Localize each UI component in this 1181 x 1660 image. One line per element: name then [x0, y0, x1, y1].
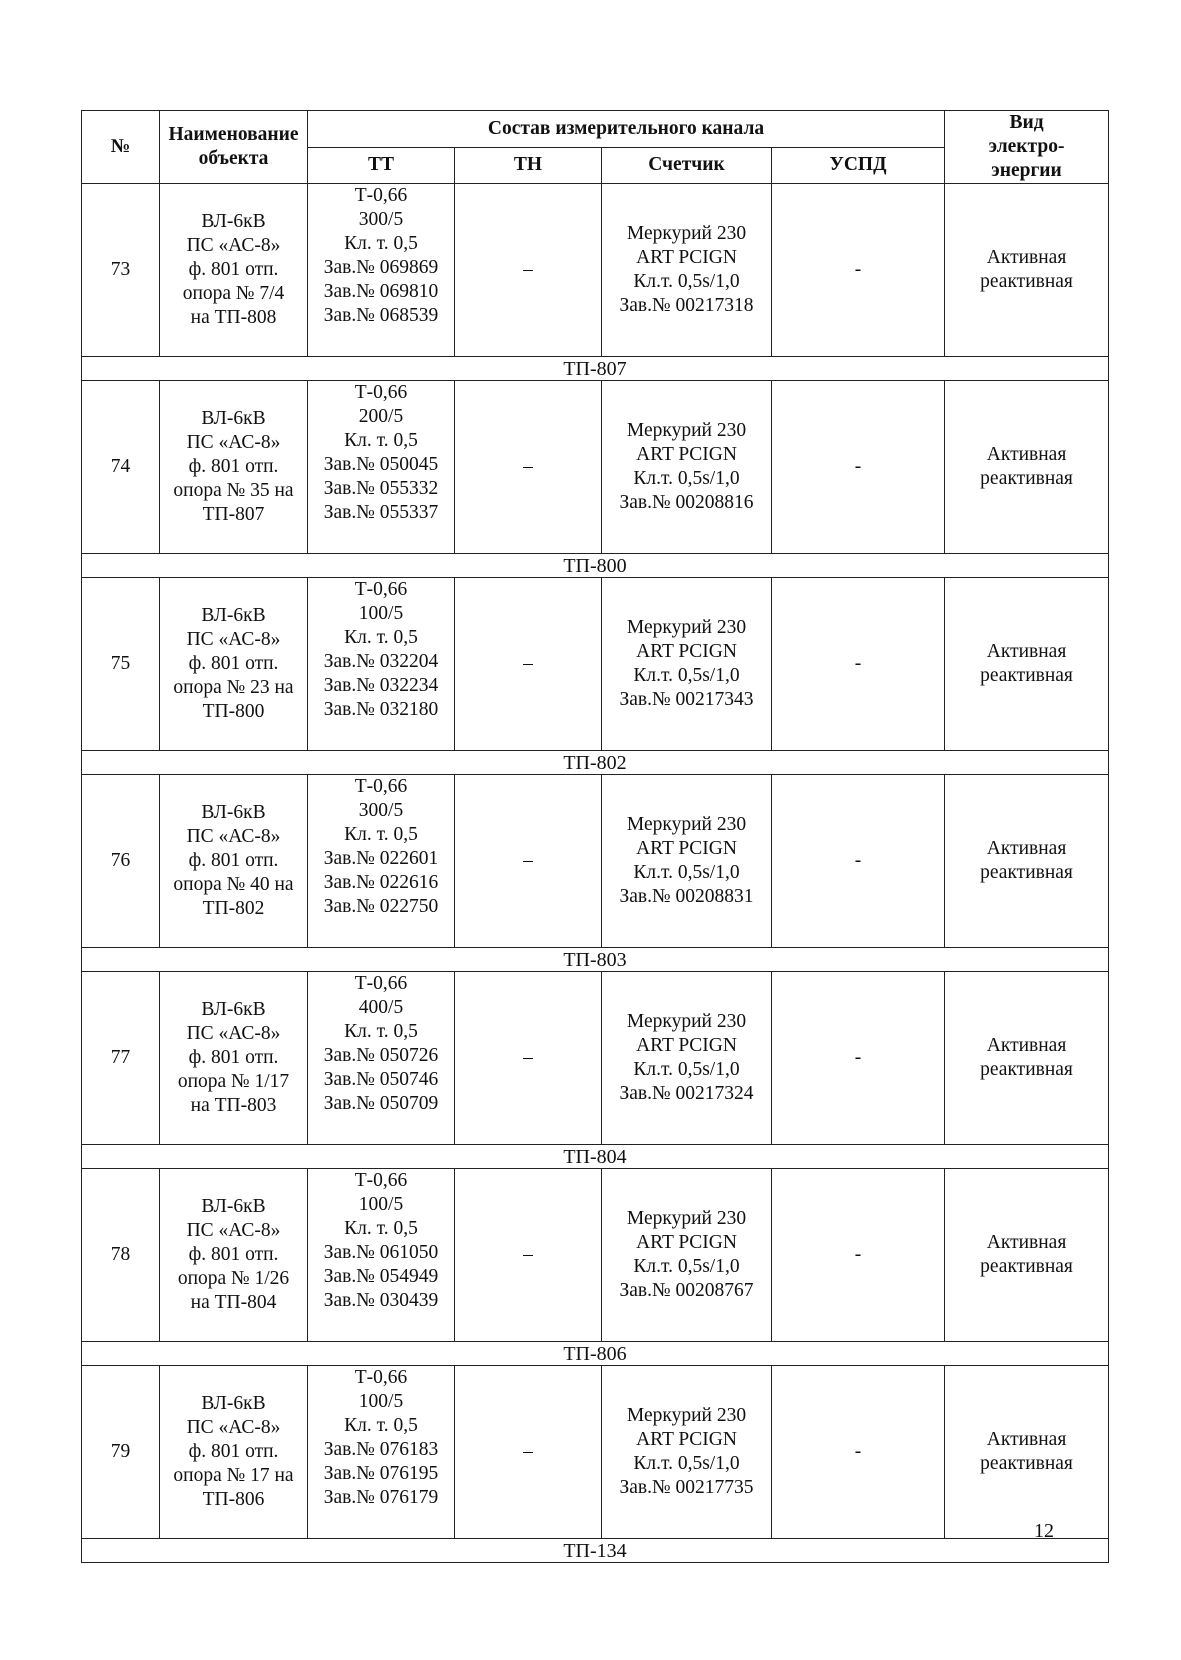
energy-type-line: реактивная — [980, 1059, 1073, 1080]
tt-transformer — [308, 775, 455, 948]
tt-transformer-line: Т-0,66 — [354, 1170, 408, 1191]
tn-transformer: – — [455, 578, 602, 751]
object-name-line: ВЛ-6кВ — [201, 802, 266, 823]
section-row — [82, 1145, 1109, 1169]
tt-transformer-line: Кл. т. 0,5 — [344, 627, 418, 648]
tt-transformer-line: Кл. т. 0,5 — [344, 824, 418, 845]
tn-transformer: – — [455, 972, 602, 1145]
meter-line: ART PCIGN — [636, 1232, 737, 1253]
tt-transformer-line: 100/5 — [358, 1391, 404, 1412]
tt-transformer-line: 100/5 — [358, 603, 404, 624]
tt-transformer-line: Т-0,66 — [354, 973, 408, 994]
uspd: - — [772, 972, 945, 1145]
table-row — [82, 972, 1109, 1145]
meter-line: Зав.№ 00217318 — [619, 295, 754, 316]
energy-type — [945, 578, 1109, 751]
object-name-line: ф. 801 отп. — [188, 1441, 279, 1462]
tt-transformer-line: Зав.№ 050746 — [323, 1069, 439, 1090]
object-name-line: на ТП-803 — [190, 1095, 277, 1116]
header-tn: ТН — [455, 147, 602, 184]
meter-line: Кл.т. 0,5s/1,0 — [633, 1059, 740, 1080]
table-row — [82, 381, 1109, 554]
object-name-line: опора № 7/4 — [182, 283, 285, 304]
energy-type-line: Активная — [986, 1429, 1067, 1450]
tt-transformer-line: 400/5 — [358, 997, 404, 1018]
tt-transformer-line: Зав.№ 050045 — [323, 454, 439, 475]
energy-type — [945, 775, 1109, 948]
tn-transformer: – — [455, 1366, 602, 1539]
object-name-line: ТП-806 — [202, 1489, 265, 1510]
tt-transformer-line: Зав.№ 054949 — [323, 1266, 439, 1287]
object-name — [160, 578, 308, 751]
tt-transformer — [308, 1169, 455, 1342]
meter-line: Меркурий 230 — [626, 814, 747, 835]
section-title: ТП-807 — [82, 357, 1109, 381]
table-row — [82, 775, 1109, 948]
meter-line: Кл.т. 0,5s/1,0 — [633, 271, 740, 292]
tt-transformer-line: Зав.№ 030439 — [323, 1290, 439, 1311]
row-number: 75 — [82, 578, 160, 751]
header-number: № — [82, 111, 160, 184]
meter-line: Меркурий 230 — [626, 1208, 747, 1229]
meter-line: ART PCIGN — [636, 838, 737, 859]
meter-line: Зав.№ 00208767 — [619, 1280, 754, 1301]
tt-transformer-line: Кл. т. 0,5 — [344, 233, 418, 254]
section-row — [82, 1539, 1109, 1563]
tt-transformer-line: Т-0,66 — [354, 1367, 408, 1388]
object-name-line: на ТП-804 — [190, 1292, 277, 1313]
object-name-line: ф. 801 отп. — [188, 1244, 279, 1265]
object-name-line: ВЛ-6кВ — [201, 1393, 266, 1414]
tt-transformer-line: Зав.№ 050726 — [323, 1045, 439, 1066]
tt-transformer-line: 200/5 — [358, 406, 404, 427]
object-name-line: ПС «АС-8» — [186, 1023, 281, 1044]
meter-line: Кл.т. 0,5s/1,0 — [633, 862, 740, 883]
tt-transformer — [308, 1366, 455, 1539]
meter-line: ART PCIGN — [636, 1035, 737, 1056]
header-meter: Счетчик — [602, 147, 772, 184]
object-name-line: ф. 801 отп. — [188, 653, 279, 674]
tt-transformer-line: 300/5 — [358, 800, 404, 821]
energy-type-line: Активная — [986, 641, 1067, 662]
tt-transformer-line: Зав.№ 032180 — [323, 699, 439, 720]
tt-transformer — [308, 184, 455, 357]
tt-transformer-line: Т-0,66 — [354, 579, 408, 600]
object-name — [160, 775, 308, 948]
tt-transformer-line: Зав.№ 069869 — [323, 257, 439, 278]
tt-transformer-line: Зав.№ 076183 — [323, 1439, 439, 1460]
page-number: 12 — [1034, 1520, 1054, 1542]
object-name-line: ТП-807 — [202, 504, 265, 525]
tt-transformer-line: Зав.№ 076195 — [323, 1463, 439, 1484]
meter — [602, 1169, 772, 1342]
header-energy-type-line: электро- — [988, 136, 1065, 157]
meter-line: Зав.№ 00217735 — [619, 1477, 754, 1498]
meter-line: Зав.№ 00208831 — [619, 886, 754, 907]
meter-line: Кл.т. 0,5s/1,0 — [633, 1256, 740, 1277]
object-name — [160, 972, 308, 1145]
header-object-name-line: объекта — [198, 148, 269, 169]
energy-type — [945, 1366, 1109, 1539]
section-row — [82, 1342, 1109, 1366]
uspd: - — [772, 775, 945, 948]
meter-line: Зав.№ 00217343 — [619, 689, 754, 710]
meter-line: Зав.№ 00217324 — [619, 1083, 754, 1104]
meter-line: Кл.т. 0,5s/1,0 — [633, 468, 740, 489]
row-number: 76 — [82, 775, 160, 948]
object-name-line: ПС «АС-8» — [186, 432, 281, 453]
tt-transformer-line: Зав.№ 050709 — [323, 1093, 439, 1114]
tt-transformer-line: Кл. т. 0,5 — [344, 430, 418, 451]
section-row — [82, 357, 1109, 381]
energy-type-line: реактивная — [980, 1256, 1073, 1277]
object-name — [160, 1169, 308, 1342]
tt-transformer-line: Зав.№ 055337 — [323, 502, 439, 523]
meter — [602, 381, 772, 554]
energy-type-line: Активная — [986, 247, 1067, 268]
tt-transformer-line: Зав.№ 055332 — [323, 478, 439, 499]
energy-type-line: Активная — [986, 1232, 1067, 1253]
object-name-line: опора № 23 на — [173, 677, 294, 698]
energy-type-line: реактивная — [980, 468, 1073, 489]
section-title: ТП-802 — [82, 751, 1109, 775]
object-name-line: ПС «АС-8» — [186, 235, 281, 256]
energy-type-line: Активная — [986, 838, 1067, 859]
meter-line: ART PCIGN — [636, 247, 737, 268]
tt-transformer — [308, 972, 455, 1145]
tt-transformer-line: Кл. т. 0,5 — [344, 1415, 418, 1436]
meter — [602, 775, 772, 948]
tt-transformer-line: Зав.№ 022750 — [323, 896, 439, 917]
object-name — [160, 381, 308, 554]
energy-type — [945, 1169, 1109, 1342]
header-energy-type-line: Вид — [1009, 112, 1044, 133]
tt-transformer-line: Зав.№ 032204 — [323, 651, 439, 672]
section-title: ТП-803 — [82, 948, 1109, 972]
table-row — [82, 578, 1109, 751]
tt-transformer-line: Кл. т. 0,5 — [344, 1218, 418, 1239]
tt-transformer-line: Зав.№ 061050 — [323, 1242, 439, 1263]
energy-type-line: реактивная — [980, 862, 1073, 883]
meter-line: ART PCIGN — [636, 444, 737, 465]
energy-type-line: Активная — [986, 444, 1067, 465]
meter-line: Кл.т. 0,5s/1,0 — [633, 665, 740, 686]
object-name-line: ВЛ-6кВ — [201, 1196, 266, 1217]
uspd: - — [772, 578, 945, 751]
header-object-name-line: Наименование — [168, 124, 299, 145]
tt-transformer-line: Зав.№ 022616 — [323, 872, 439, 893]
row-number: 74 — [82, 381, 160, 554]
section-title: ТП-806 — [82, 1342, 1109, 1366]
object-name-line: опора № 35 на — [173, 480, 294, 501]
meter-line: Меркурий 230 — [626, 1011, 747, 1032]
meter — [602, 184, 772, 357]
tt-transformer-line: Зав.№ 068539 — [323, 305, 439, 326]
tt-transformer-line: 300/5 — [358, 209, 404, 230]
energy-type — [945, 972, 1109, 1145]
object-name-line: ф. 801 отп. — [188, 850, 279, 871]
energy-type-line: реактивная — [980, 1453, 1073, 1474]
tt-transformer-line: 100/5 — [358, 1194, 404, 1215]
header-energy-type-line: энергии — [991, 160, 1062, 181]
meter-line: Меркурий 230 — [626, 223, 747, 244]
row-number: 79 — [82, 1366, 160, 1539]
tn-transformer: – — [455, 381, 602, 554]
section-row — [82, 554, 1109, 578]
energy-type-line: Активная — [986, 1035, 1067, 1056]
table-body — [82, 184, 1109, 1563]
tt-transformer-line: Зав.№ 076179 — [323, 1487, 439, 1508]
uspd: - — [772, 1366, 945, 1539]
object-name — [160, 1366, 308, 1539]
section-row — [82, 751, 1109, 775]
meter — [602, 578, 772, 751]
meter — [602, 1366, 772, 1539]
table-row — [82, 184, 1109, 357]
object-name-line: ВЛ-6кВ — [201, 605, 266, 626]
uspd: - — [772, 184, 945, 357]
object-name-line: опора № 1/17 — [177, 1071, 290, 1092]
section-title: ТП-804 — [82, 1145, 1109, 1169]
uspd: - — [772, 1169, 945, 1342]
row-number: 73 — [82, 184, 160, 357]
table-row — [82, 1169, 1109, 1342]
tt-transformer-line: Зав.№ 069810 — [323, 281, 439, 302]
row-number: 77 — [82, 972, 160, 1145]
object-name-line: ТП-800 — [202, 701, 265, 722]
object-name-line: опора № 40 на — [173, 874, 294, 895]
object-name-line: ПС «АС-8» — [186, 1417, 281, 1438]
tt-transformer-line: Зав.№ 022601 — [323, 848, 439, 869]
meter — [602, 972, 772, 1145]
header-channel-composition: Состав измерительного канала — [308, 111, 945, 148]
energy-type-line: реактивная — [980, 271, 1073, 292]
object-name-line: ПС «АС-8» — [186, 826, 281, 847]
uspd: - — [772, 381, 945, 554]
object-name-line: ТП-802 — [202, 898, 265, 919]
tt-transformer — [308, 578, 455, 751]
meter-line: Кл.т. 0,5s/1,0 — [633, 1453, 740, 1474]
meter-line: ART PCIGN — [636, 1429, 737, 1450]
energy-type — [945, 381, 1109, 554]
header-energy-type — [945, 111, 1109, 184]
object-name-line: ф. 801 отп. — [188, 259, 279, 280]
object-name — [160, 184, 308, 357]
object-name-line: опора № 1/26 — [177, 1268, 290, 1289]
meter-line: Меркурий 230 — [626, 420, 747, 441]
object-name-line: ВЛ-6кВ — [201, 999, 266, 1020]
meter-line: Меркурий 230 — [626, 1405, 747, 1426]
row-number: 78 — [82, 1169, 160, 1342]
object-name-line: ПС «АС-8» — [186, 1220, 281, 1241]
header-object-name — [160, 111, 308, 184]
object-name-line: ф. 801 отп. — [188, 456, 279, 477]
section-title: ТП-800 — [82, 554, 1109, 578]
header-tt: ТТ — [308, 147, 455, 184]
tt-transformer-line: Зав.№ 032234 — [323, 675, 439, 696]
energy-type-line: реактивная — [980, 665, 1073, 686]
object-name-line: опора № 17 на — [173, 1465, 294, 1486]
object-name-line: на ТП-808 — [190, 307, 277, 328]
meter-line: Меркурий 230 — [626, 617, 747, 638]
tt-transformer-line: Т-0,66 — [354, 185, 408, 206]
tn-transformer: – — [455, 775, 602, 948]
tt-transformer-line: Т-0,66 — [354, 382, 408, 403]
object-name-line: ВЛ-6кВ — [201, 408, 266, 429]
meter-line: Зав.№ 00208816 — [619, 492, 754, 513]
tt-transformer-line: Т-0,66 — [354, 776, 408, 797]
section-title: ТП-134 — [82, 1539, 1109, 1563]
header-uspd: УСПД — [772, 147, 945, 184]
tt-transformer-line: Кл. т. 0,5 — [344, 1021, 418, 1042]
measurement-channel-table — [81, 110, 1109, 1563]
table-row — [82, 1366, 1109, 1539]
object-name-line: ПС «АС-8» — [186, 629, 281, 650]
object-name-line: ф. 801 отп. — [188, 1047, 279, 1068]
tn-transformer: – — [455, 184, 602, 357]
tn-transformer: – — [455, 1169, 602, 1342]
meter-line: ART PCIGN — [636, 641, 737, 662]
tt-transformer — [308, 381, 455, 554]
energy-type — [945, 184, 1109, 357]
section-row — [82, 948, 1109, 972]
object-name-line: ВЛ-6кВ — [201, 211, 266, 232]
